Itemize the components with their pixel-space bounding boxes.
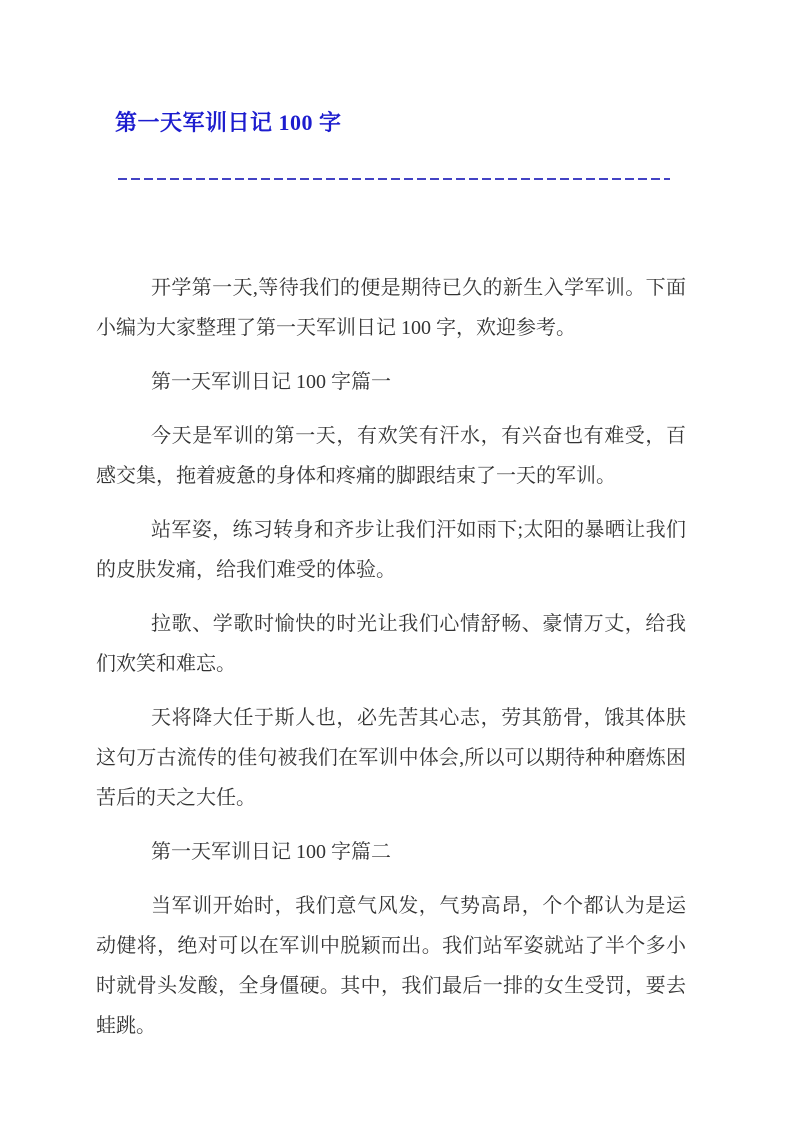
document-body <box>96 268 686 1046</box>
paragraph: 拉歌、学歌时愉快的时光让我们心情舒畅、豪情万丈，给我们欢笑和难忘。 <box>96 613 686 675</box>
dashed-divider <box>118 178 670 180</box>
document-title: 第一天军训日记 100 字 <box>115 110 342 135</box>
paragraph: 站军姿，练习转身和齐步让我们汗如雨下;太阳的暴晒让我们的皮肤发痛，给我们难受的体验。 <box>96 519 686 581</box>
paragraph: 当军训开始时，我们意气风发，气势高昂，个个都认为是运动健将，绝对可以在军训中脱颖而出。我们站军姿就站了半个多小时就骨头发酸，全身僵硬。其中，我们最后一排的女生受罚，要去蛙跳。 <box>96 895 686 1037</box>
paragraph: 天将降大任于斯人也，必先苦其心志，劳其筋骨，饿其体肤这句万古流传的佳句被我们在军训中体会,所以可以期待种种磨炼困苦后的天之大任。 <box>96 707 686 809</box>
section-heading-two: 第一天军训日记 100 字篇二 <box>151 841 391 863</box>
paragraph: 今天是军训的第一天，有欢笑有汗水，有兴奋也有难受，百感交集，拖着疲惫的身体和疼痛的脚跟结束了一天的军训。 <box>96 425 686 487</box>
paragraph-intro: 开学第一天,等待我们的便是期待已久的新生入学军训。下面小编为大家整理了第一天军训日记 100 字，欢迎参考。 <box>96 277 686 339</box>
section-heading-one: 第一天军训日记 100 字篇一 <box>151 371 391 393</box>
